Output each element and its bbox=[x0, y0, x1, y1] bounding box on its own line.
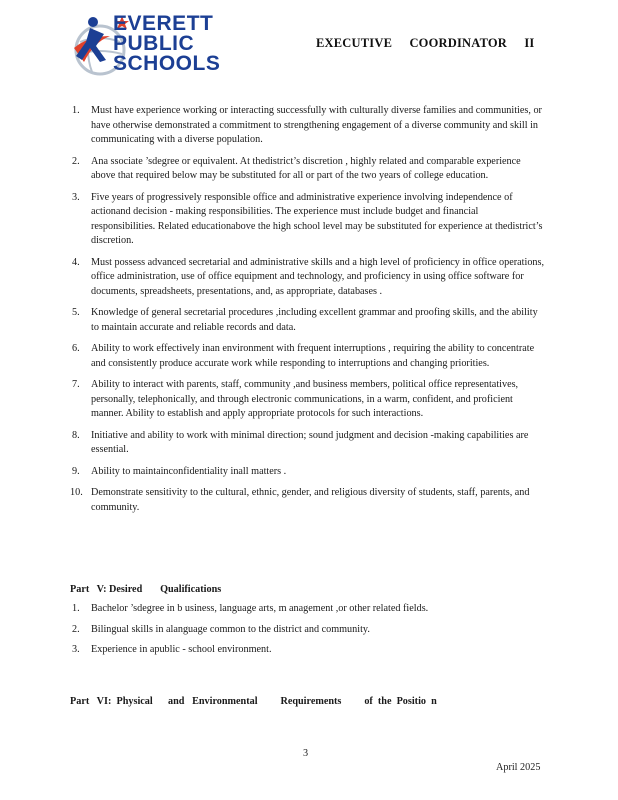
document-title: EXECUTIVE COORDINATOR II bbox=[316, 36, 535, 50]
item-text: Knowledge of general secretarial procedures ,including excellent grammar and proofing skills, and the ability to maintain accurate and reliable records and data. bbox=[91, 307, 538, 333]
list-item bbox=[70, 486, 545, 515]
section-heading-part-vi: Part VI: Physical and Environmental Requirements of the Positio n bbox=[70, 696, 437, 707]
everett-public-schools-logo bbox=[70, 12, 240, 80]
item-number: 6. bbox=[72, 343, 80, 354]
item-text: Initiative and ability to work with minimal direction; sound judgment and decision -making capabilities are essential. bbox=[91, 429, 529, 455]
list-item bbox=[70, 378, 545, 422]
list-item bbox=[70, 256, 545, 300]
list-item bbox=[70, 191, 545, 249]
item-number: 3. bbox=[72, 644, 80, 655]
item-text: Ability to maintainconfidentiality inall matters . bbox=[91, 465, 287, 477]
item-number: 9. bbox=[72, 465, 80, 477]
item-text: Experience in apublic - school environment. bbox=[91, 644, 272, 655]
item-number: 1. bbox=[72, 105, 80, 116]
item-number: 2. bbox=[72, 623, 80, 635]
list-item bbox=[70, 465, 545, 480]
footer-date: April 2025 bbox=[496, 762, 541, 773]
logo-line-1: EVERETT bbox=[113, 12, 214, 35]
list-item bbox=[70, 306, 545, 335]
list-item bbox=[70, 623, 540, 638]
item-text: Demonstrate sensitivity to the cultural, ethnic, gender, and religious diversity of students, staff, parents, and community. bbox=[91, 487, 530, 513]
item-text: Bilingual skills in alanguage common to the district and community. bbox=[91, 623, 370, 635]
item-text: Five years of progressively responsible office and administrative experience involving independence of actionand decision - making responsibilities. The experience must include budget and financial responsibilities. Related educationabove the high school level may be substituted for experience at thedistrict’s discretion. bbox=[91, 191, 543, 246]
page-number: 3 bbox=[303, 748, 309, 759]
logo-line-2: PUBLIC bbox=[113, 32, 195, 55]
item-text: Bachelor ’sdegree in b usiness, language arts, m anagement ,or other related fields. bbox=[91, 603, 429, 614]
item-number: 4. bbox=[72, 256, 80, 268]
item-text: Ability to interact with parents, staff, community ,and business members, political office representatives, personally, telephonically, and through electronic communications, in a warm, confident, and proficient manner. Ability to establish and apply appropriate protocols for such interactions. bbox=[91, 379, 519, 419]
item-text: Ability to work effectively inan environment with frequent interruptions , requiring the ability to concentrate and consistently produce accurate work while responding to interruptions and changing priorities. bbox=[91, 343, 535, 369]
list-item bbox=[70, 155, 545, 184]
list-item bbox=[70, 104, 545, 148]
list-item bbox=[70, 342, 545, 371]
item-number: 8. bbox=[72, 429, 80, 441]
item-number: 5. bbox=[72, 307, 80, 318]
list-item bbox=[70, 429, 545, 458]
item-number: 2. bbox=[72, 155, 80, 167]
item-text: Must possess advanced secretarial and administrative skills and a high level of proficiency in office operations, office administration, use of office equipment and technology, and proficiency in using office software for documents, spreadsheets, presentations, and, as appropriate, databases . bbox=[91, 256, 545, 297]
list-item bbox=[70, 643, 540, 658]
item-number: 3. bbox=[72, 191, 80, 203]
item-text: Must have experience working or interacting successfully with culturally diverse families and communities, or have otherwise demonstrated a commitment to strengthening engagement of a diverse community and skill in communicating with a diverse population. bbox=[91, 105, 542, 145]
list-item bbox=[70, 602, 540, 617]
item-number: 1. bbox=[72, 603, 80, 614]
item-number: 7. bbox=[72, 379, 80, 390]
section-heading-part-v: Part V: Desired Qualifications bbox=[70, 584, 222, 595]
logo-line-3: SCHOOLS bbox=[113, 52, 221, 75]
logo-wordmark bbox=[113, 14, 220, 74]
requirements-list bbox=[70, 104, 545, 522]
desired-qualifications-list bbox=[70, 602, 540, 664]
item-text: Ana ssociate ’sdegree or equivalent. At thedistrict’s discretion , highly related and comparable experience above that required below may be substituted for all or part of the two years of college education. bbox=[91, 155, 521, 181]
item-number: 10. bbox=[70, 487, 83, 498]
